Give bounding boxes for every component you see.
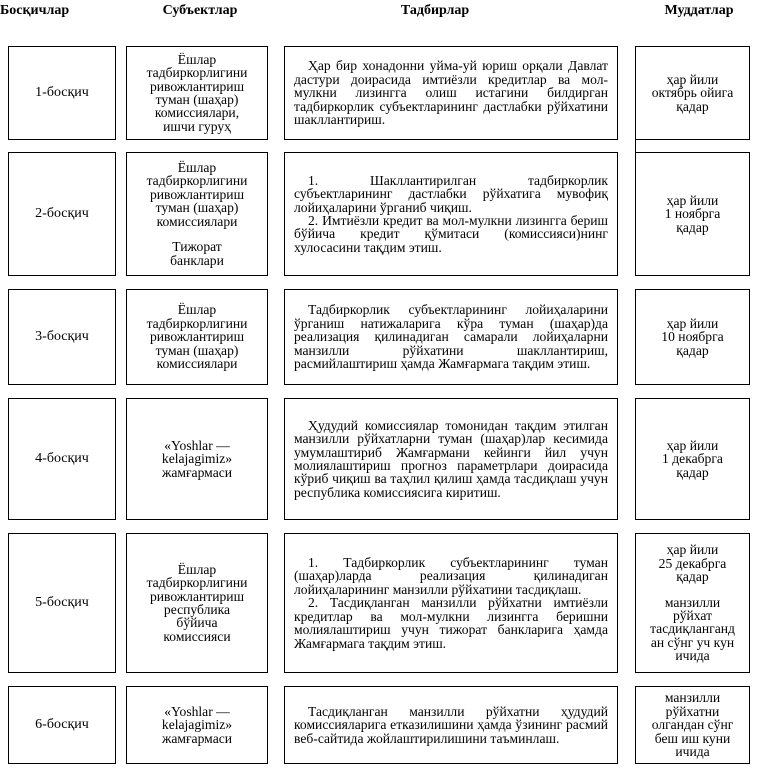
deadline-text — [636, 439, 749, 479]
subject-line: комиссиялари, — [154, 105, 240, 121]
deadline-line: ҳар йили — [666, 315, 719, 331]
measures-text — [294, 174, 608, 254]
subject-line: тадбиркорлигини — [146, 65, 248, 81]
subject-line: республика — [163, 602, 231, 617]
deadline-line: ичида — [675, 744, 710, 760]
deadline-line: ҳар йили — [666, 192, 719, 208]
measure-paragraph: Тасдиқланган манзилли рўйхатни ҳудудий комиссияларига етказилишини ҳамда ўзининг расмий веб-сайтида жойлаштирилишини таъминлаш. — [294, 703, 608, 746]
deadline-line: қадар — [676, 464, 709, 480]
deadline-line: октябрь ойига — [651, 85, 734, 101]
deadline-text — [636, 691, 749, 758]
deadline-line: 25 декабрга — [658, 555, 727, 571]
stage-box — [8, 289, 116, 385]
subject-box — [126, 46, 268, 140]
subject-text — [127, 705, 267, 745]
measures-box — [284, 289, 618, 385]
subject-text — [127, 303, 267, 370]
subject-line: kelajagimiz» — [161, 717, 233, 733]
subject-line: «Yoshlar — — [164, 437, 230, 453]
deadline-line: беш иш куни — [654, 730, 731, 746]
deadline-line: қадар — [676, 98, 709, 114]
subject-text — [127, 439, 267, 479]
stage-box — [8, 533, 116, 673]
subject-line: ишчи гуруҳ — [163, 118, 231, 134]
deadline-box — [635, 686, 750, 764]
stage-label: 6-босқич — [35, 717, 89, 733]
deadline-line: 1 декабрга — [662, 451, 723, 467]
deadline-text — [636, 543, 749, 662]
measure-paragraph: 1. Шакллантирилган тадбиркорлик субъектларининг дастлабки рўйхатига мувофиқ лойиҳаларини ўрганиб чиқиш. — [294, 172, 608, 215]
deadline-line: рўйхат — [672, 608, 713, 623]
deadline-line: 10 ноябрга — [661, 329, 724, 345]
deadline-line: қадар — [676, 342, 709, 358]
deadline-line: қадар — [676, 219, 709, 235]
subject-text — [127, 161, 267, 267]
subject-line: туман (шаҳар) — [155, 92, 239, 107]
subject-line: бўйича — [176, 615, 218, 631]
subject-line: банклари — [170, 252, 224, 268]
deadline-text — [636, 317, 749, 357]
subject-line: тадбиркорлигини — [146, 173, 248, 189]
deadline-line: ичида — [675, 648, 710, 664]
subject-line: ривожлантириш — [149, 186, 245, 202]
subject-box — [126, 152, 268, 276]
deadline-text — [636, 194, 749, 234]
subject-box — [126, 686, 268, 764]
measure-paragraph: Ҳудудий комиссиялар томонидан тақдим этилган манзилли рўйхатларни туман (шаҳар)лар кесимида умумлаштириб Жамғармани кейинги йил учун молиялаштириш прогноз параметрлари доирасида кўриб чиқиш ва таҳлил қилиш ҳамда тасдиқлаш учун республика комиссиясига киритиш. — [294, 417, 608, 500]
subject-line: комиссиялари — [156, 213, 238, 229]
header-stages: Босқичлар — [0, 3, 70, 18]
subject-box — [126, 398, 268, 520]
deadline-box — [635, 289, 750, 385]
deadline-box — [635, 533, 750, 673]
stage-label: 2-босқич — [35, 206, 89, 222]
deadline-line: ҳар йили — [666, 542, 719, 558]
header-subjects: Субъектлар — [162, 3, 238, 18]
subject-line: ривожлантириш — [149, 588, 245, 604]
stage-box — [8, 46, 116, 140]
measure-paragraph: Ҳар бир хонадонни уйма-уй юриш орқали Давлат дастури доирасида имтиёзли кредитлар ва мол-мулкни лизингга олиш истагини билдирган тадбиркорлик субъектларининг дастлабки рўйхатини шакллантириш. — [294, 58, 608, 128]
subject-line: тадбиркорлигини — [146, 575, 248, 591]
deadline-line: манзилли — [664, 690, 721, 706]
stage-box — [8, 152, 116, 276]
deadline-line: қадар — [676, 569, 709, 585]
subject-line: «Yoshlar — — [164, 703, 230, 719]
subject-line: жамғармаси — [161, 730, 233, 746]
measures-text — [294, 59, 608, 126]
deadline-box — [635, 398, 750, 520]
deadline-line: рўйхатни — [665, 703, 720, 719]
stage-label: 5-босқич — [35, 595, 89, 611]
subject-line: kelajagimiz» — [161, 451, 233, 467]
deadline-line: манзилли — [664, 594, 721, 610]
subject-line: туман (шаҳар) — [155, 342, 239, 358]
subject-text — [127, 563, 267, 643]
measures-box — [284, 398, 618, 520]
measures-text — [294, 303, 608, 370]
deadline-line: тасдиқланганд — [650, 621, 735, 637]
measures-box — [284, 152, 618, 276]
measure-paragraph: 1. Тадбиркорлик субъектларининг туман (шаҳар)ларда реализация қилинадиган лойиҳаларининг манзилли рўйхатини тасдиқлаш. — [294, 555, 608, 597]
measures-box — [284, 686, 618, 764]
measures-text — [294, 419, 608, 499]
subject-line: Ёшлар — [177, 302, 217, 318]
subject-line: ривожлантириш — [149, 329, 245, 345]
subject-line: тадбиркорлигини — [146, 315, 248, 331]
measures-box — [284, 46, 618, 140]
subject-line: жамғармаси — [161, 464, 233, 480]
subject-line: Ёшлар — [177, 561, 217, 577]
stage-label: 4-босқич — [35, 451, 89, 467]
deadline-line: ан сўнг уч кун — [650, 634, 735, 650]
deadline-line: ҳар йили — [666, 71, 719, 87]
measures-text — [294, 556, 608, 650]
deadline-box — [635, 152, 750, 276]
measures-box — [284, 533, 618, 673]
deadline-box — [635, 46, 750, 140]
subject-line: Ёшлар — [177, 160, 217, 176]
stage-box — [8, 398, 116, 520]
deadline-line: ҳар йили — [666, 437, 719, 453]
header-deadlines: Муддатлар — [664, 3, 734, 18]
stage-box — [8, 686, 116, 764]
header-measures: Тадбирлар — [400, 3, 470, 18]
measure-paragraph: 2. Имтиёзли кредит ва мол-мулкни лизингга бериш бўйича кредит қўмитаси (комиссияси)нинг хулосасини тақдим этиш. — [294, 213, 608, 255]
subject-box — [126, 533, 268, 673]
subject-line: туман (шаҳар) — [155, 200, 239, 216]
subject-text — [127, 53, 267, 133]
deadline-text — [636, 73, 749, 113]
measure-paragraph: Тадбиркорлик субъектларининг лойиҳаларини ўрганиш натижаларига кўра туман (шаҳар)да реализация қилинадиган самарали лойиҳаларни манзилли рўйхатини шакллантириш, расмийлаштириш ҳамда Жамғармага тақдим этиш. — [294, 302, 608, 372]
subject-box — [126, 289, 268, 385]
measure-paragraph: 2. Тасдиқланган манзилли рўйхатни имтиёзли кредитлар ва мол-мулкни лизингга беришни молиялаштириш учун тижорат банкларига ҳамда Жамғармага тақдим этиш. — [294, 595, 608, 651]
subject-line: Тижорат — [172, 239, 222, 255]
deadline-line: 1 ноябрга — [664, 206, 721, 222]
subject-line: ривожлантириш — [149, 78, 245, 94]
measures-text — [294, 705, 608, 745]
stage-label: 3-босқич — [35, 329, 89, 345]
subject-line: комиссияси — [163, 628, 231, 644]
spacer — [636, 584, 749, 596]
stage-label: 1-босқич — [35, 85, 89, 101]
subject-line: комиссиялари — [156, 356, 238, 372]
deadline-line: олгандан сўнг — [651, 717, 734, 733]
subject-line: Ёшлар — [177, 51, 217, 67]
